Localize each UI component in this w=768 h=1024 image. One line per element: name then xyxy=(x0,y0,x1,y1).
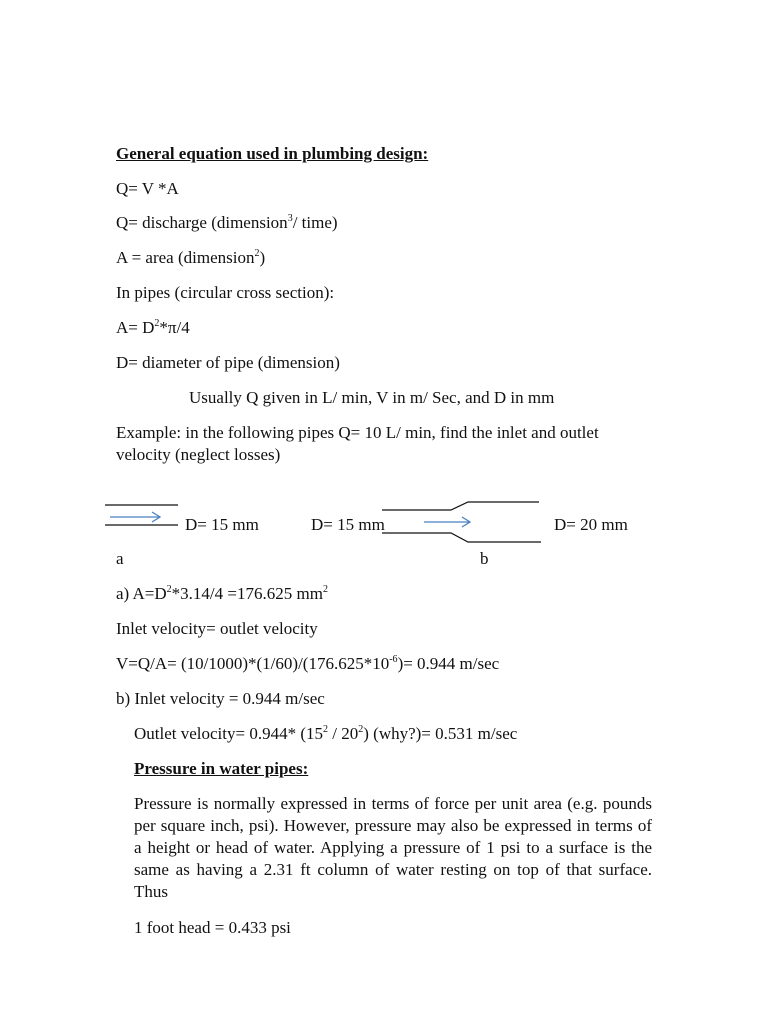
section-heading: General equation used in plumbing design: xyxy=(116,144,429,163)
units-note: Usually Q given in L/ min, V in m/ Sec, and D in mm xyxy=(189,388,555,407)
area-definition: A = area (dimension$^2$) xyxy=(116,248,266,267)
solution-a-area: a) $A=D^2*3.14/4 =176.625$ $mm^2$ xyxy=(116,584,328,603)
pressure-paragraph: Pressure is normally expressed in terms of force per unit area (e.g. pounds per square inch, psi). However, pressure may also be expressed in terms of a height or head of water. Applying a pressure of 1 psi to a surface is the same as having a 2.31 ft column of water resting on top of that surface. Thus xyxy=(134,794,652,901)
area-formula: $A= D^2*\pi/4$ xyxy=(116,318,190,337)
pipe-a-flow-arrow xyxy=(110,512,160,522)
solution-a-velocity: $V=Q/A= (10/1000)*(1/60)/(176.625*10^{-6})= 0.944$ m/sec xyxy=(116,654,500,673)
pipes-intro: In pipes (circular cross section): xyxy=(116,283,335,302)
diameter-definition: D= diameter of pipe (dimension) xyxy=(116,353,340,372)
example-statement: Example: in the following pipes Q= 10 L/ min, find the inlet and outlet velocity (neglect losses) xyxy=(116,423,599,464)
solution-b-outlet: Outlet velocity= 0.944* $(15^2 / 20^2)$ (why?)= 0.531 m/sec xyxy=(134,724,518,743)
pipe-b-label: b xyxy=(480,549,489,568)
discharge-equation: Q= V *A xyxy=(116,179,179,198)
pipe-a-walls xyxy=(105,505,178,525)
pipe-b-outlet-diameter: D= 20 mm xyxy=(554,515,628,534)
pressure-heading: Pressure in water pipes: xyxy=(134,759,309,778)
solution-b-inlet: b) Inlet velocity = 0.944 m/sec xyxy=(116,689,325,708)
solution-a-equal-velocity: Inlet velocity= outlet velocity xyxy=(116,619,318,638)
foot-head-conversion: 1 foot head = 0.433 psi xyxy=(134,918,291,937)
discharge-definition: Q= discharge (dimension$^3$/ time) xyxy=(116,213,338,232)
pipe-b-inlet-diameter: D= 15 mm xyxy=(311,515,385,534)
pipe-a-label: a xyxy=(116,549,124,568)
pipe-b-flow-arrow xyxy=(424,517,470,527)
pipe-a-diameter: D= 15 mm xyxy=(185,515,259,534)
